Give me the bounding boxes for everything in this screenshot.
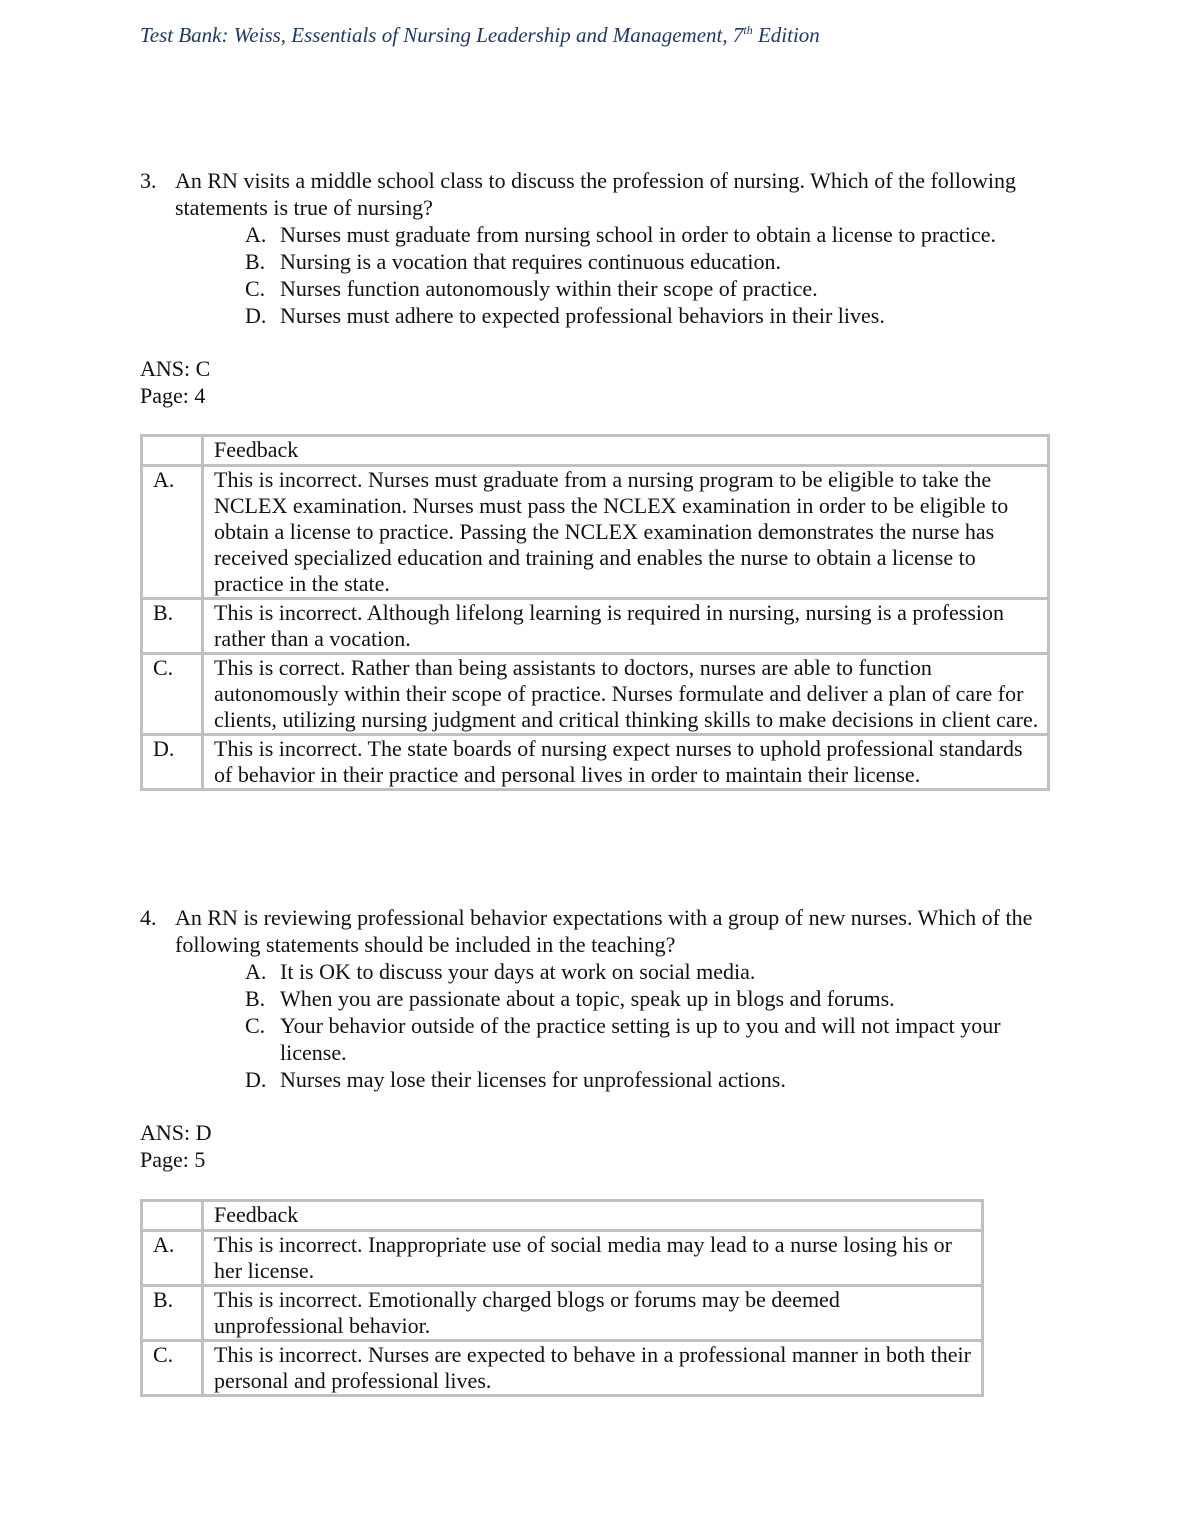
option-text: Nurses must adhere to expected professional behaviors in their lives. bbox=[280, 303, 885, 328]
option-text: Nurses may lose their licenses for unprofessional actions. bbox=[280, 1067, 786, 1092]
option-text: Your behavior outside of the practice setting is up to you and will not impact your license. bbox=[280, 1013, 1001, 1065]
question-text: An RN visits a middle school class to discuss the profession of nursing. Which of the following statements is true of nursing? bbox=[175, 168, 1017, 220]
feedback-letter: C. bbox=[142, 654, 203, 735]
page-ref: Page: 4 bbox=[140, 383, 206, 408]
option-a bbox=[245, 958, 1055, 985]
blank-cell bbox=[142, 436, 203, 466]
feedback-row bbox=[142, 735, 1049, 790]
feedback-letter: A. bbox=[142, 1231, 203, 1286]
question-number: 3. bbox=[140, 168, 157, 193]
feedback-table-4 bbox=[140, 1199, 984, 1397]
option-letter: D. bbox=[245, 1067, 267, 1092]
option-letter: C. bbox=[245, 1013, 266, 1038]
answer-block-4 bbox=[140, 1119, 212, 1173]
feedback-row bbox=[142, 1231, 983, 1286]
feedback-row bbox=[142, 466, 1049, 599]
page-ref: Page: 5 bbox=[140, 1147, 206, 1172]
feedback-row bbox=[142, 599, 1049, 654]
header-sup: th bbox=[743, 23, 753, 37]
option-text: Nurses function autonomously within their scope of practice. bbox=[280, 276, 818, 301]
feedback-text: This is incorrect. Inappropriate use of social media may lead to a nurse losing his or her license. bbox=[203, 1231, 983, 1286]
feedback-table-3 bbox=[140, 434, 1050, 791]
feedback-letter: B. bbox=[142, 599, 203, 654]
blank-cell bbox=[142, 1201, 203, 1231]
feedback-text: This is incorrect. Nurses are expected to behave in a professional manner in both their personal and professional lives. bbox=[203, 1341, 983, 1396]
option-text: Nurses must graduate from nursing school in order to obtain a license to practice. bbox=[280, 222, 997, 247]
feedback-letter: B. bbox=[142, 1286, 203, 1341]
feedback-text: This is correct. Rather than being assistants to doctors, nurses are able to function autonomously within their scope of practice. Nurses formulate and deliver a plan of care for clients, utilizing nursing judgment and critical thinking skills to make decisions in client care. bbox=[203, 654, 1049, 735]
feedback-letter: C. bbox=[142, 1341, 203, 1396]
question-number: 4. bbox=[140, 905, 157, 930]
option-letter: C. bbox=[245, 276, 266, 301]
option-text: Nursing is a vocation that requires continuous education. bbox=[280, 249, 781, 274]
option-letter: B. bbox=[245, 249, 266, 274]
question-3 bbox=[140, 167, 1055, 329]
option-text: It is OK to discuss your days at work on social media. bbox=[280, 959, 756, 984]
feedback-text: This is incorrect. The state boards of nursing expect nurses to uphold professional standards of behavior in their practice and personal lives in order to maintain their license. bbox=[203, 735, 1049, 790]
answer: ANS: C bbox=[140, 356, 211, 381]
option-letter: A. bbox=[245, 959, 267, 984]
feedback-letter: D. bbox=[142, 735, 203, 790]
option-b bbox=[245, 985, 1055, 1012]
option-d bbox=[245, 1066, 1055, 1093]
option-b bbox=[245, 248, 1055, 275]
header-title: Test Bank: Weiss, Essentials of Nursing Leadership and Management, 7 bbox=[140, 23, 744, 47]
feedback-letter: A. bbox=[142, 466, 203, 599]
header-suffix: Edition bbox=[752, 23, 820, 47]
options bbox=[245, 221, 1055, 329]
feedback-row bbox=[142, 1341, 983, 1396]
question-4 bbox=[140, 904, 1055, 1093]
feedback-header: Feedback bbox=[203, 1201, 983, 1231]
option-c bbox=[245, 275, 1055, 302]
option-d bbox=[245, 302, 1055, 329]
feedback-row bbox=[142, 1286, 983, 1341]
option-a bbox=[245, 221, 1055, 248]
feedback-row bbox=[142, 654, 1049, 735]
feedback-text: This is incorrect. Although lifelong learning is required in nursing, nursing is a profession rather than a vocation. bbox=[203, 599, 1049, 654]
option-c bbox=[245, 1012, 1055, 1066]
feedback-header: Feedback bbox=[203, 436, 1049, 466]
feedback-text: This is incorrect. Emotionally charged blogs or forums may be deemed unprofessional behavior. bbox=[203, 1286, 983, 1341]
answer-block-3 bbox=[140, 355, 210, 409]
option-letter: B. bbox=[245, 986, 266, 1011]
feedback-text: This is incorrect. Nurses must graduate from a nursing program to be eligible to take the NCLEX examination. Nurses must pass the NCLEX examination in order to be eligible to obtain a license to practice. Passing the NCLEX examination demonstrates the nurse has received specialized education and training and enables the nurse to obtain a license to practice in the state. bbox=[203, 466, 1049, 599]
option-text: When you are passionate about a topic, speak up in blogs and forums. bbox=[280, 986, 895, 1011]
options bbox=[245, 958, 1055, 1093]
question-text: An RN is reviewing professional behavior expectations with a group of new nurses. Which of the following statements should be included in the teaching? bbox=[175, 905, 1033, 957]
running-header bbox=[140, 22, 820, 49]
option-letter: A. bbox=[245, 222, 267, 247]
answer: ANS: D bbox=[140, 1120, 212, 1145]
option-letter: D. bbox=[245, 303, 267, 328]
